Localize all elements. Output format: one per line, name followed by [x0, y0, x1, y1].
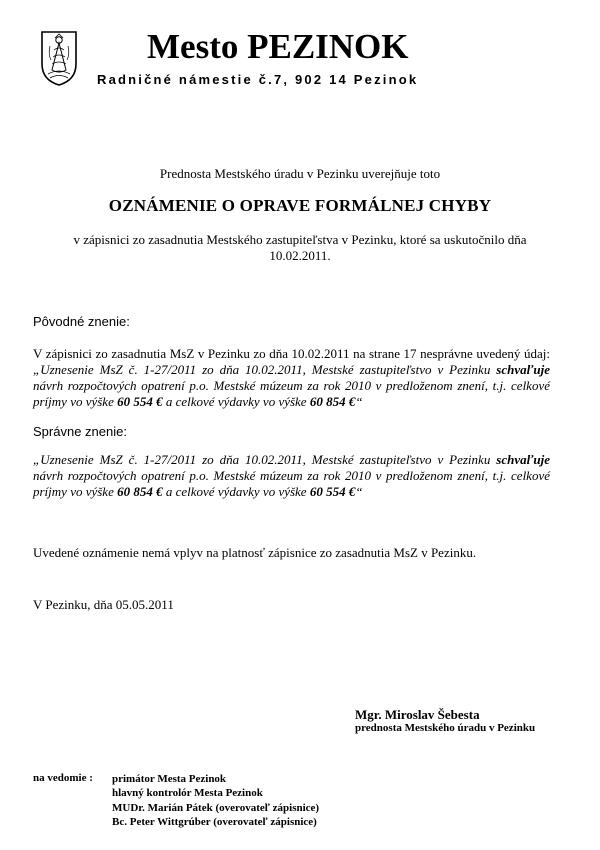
document-subtitle: v zápisnici zo zasadnutia Mestského zastupiteľstva v Pezinku, ktoré sa uskutočnilo dňa 10.02.2011. [73, 232, 527, 263]
corrected-verb: schvaľuje [496, 452, 550, 467]
document-title: OZNÁMENIE O OPRAVE FORMÁLNEJ CHYBY [108, 196, 492, 215]
town-address: Radničné námestie č.7, 902 14 Pezinok [97, 72, 419, 87]
corrected-quote: „Uznesenie MsZ č. 1-27/2011 zo dňa 10.02.2011, Mestské zastupiteľstvo v Pezinku schvaľuje návrh rozpočtových opatrení p.o. Mestské múzeum za rok 2010 v predloženom znení, t.j. celkové príjmy vo výške 60 854 € a celkové výdavky vo výške 60 554 €“ [33, 452, 550, 499]
corrected-label: Správne znenie: [33, 424, 127, 439]
original-quote: „Uznesenie MsZ č. 1-27/2011 zo dňa 10.02.2011, Mestské zastupiteľstvo v Pezinku schvaľuje návrh rozpočtových opatrení p.o. Mestské múzeum za rok 2010 v predloženom znení, t.j. celkové príjmy vo výške 60 554 € a celkové výdavky vo výške 60 854 €“ [33, 362, 550, 409]
original-amount-expense: 60 854 € [309, 394, 356, 409]
notice-text: Uvedené oznámenie nemá vplyv na platnosť zápisnice zo zasadnutia MsZ v Pezinku. [33, 545, 477, 560]
original-lead: V zápisnici zo zasadnutia MsZ v Pezinku zo dňa 10.02.2011 na strane 17 nesprávne uvedený [33, 346, 521, 361]
cc-label: na vedomie : [33, 772, 93, 784]
original-verb: schvaľuje [496, 362, 550, 377]
intro-line: Prednosta Mestského úradu v Pezinku uverejňuje toto [159, 166, 441, 181]
town-title: Mesto PEZINOK [147, 27, 409, 66]
signatory-role: prednosta Mestského úradu v Pezinku [355, 722, 536, 734]
signatory-name: Mgr. Miroslav Šebesta [355, 707, 480, 722]
corrected-paragraph [33, 452, 550, 500]
cc-item: MUDr. Marián Pátek (overovateľ zápisnice) [112, 801, 320, 814]
cc-item: Bc. Peter Wittgrúber (overovateľ zápisnice) [112, 816, 317, 829]
corrected-amount-expense: 60 554 € [309, 484, 356, 499]
cc-list [112, 772, 319, 830]
cc-item: primátor Mesta Pezinok [112, 773, 227, 785]
original-data-word: údaj: [524, 346, 551, 361]
coat-of-arms-icon [40, 30, 78, 86]
original-paragraph [33, 346, 550, 410]
corrected-amount-income: 60 854 € [117, 484, 163, 499]
original-amount-income: 60 554 € [117, 394, 163, 409]
place-date: V Pezinku, dňa 05.05.2011 [33, 597, 174, 612]
original-label: Pôvodné znenie: [33, 314, 130, 329]
cc-item: hlavný kontrolór Mesta Pezinok [112, 787, 263, 800]
